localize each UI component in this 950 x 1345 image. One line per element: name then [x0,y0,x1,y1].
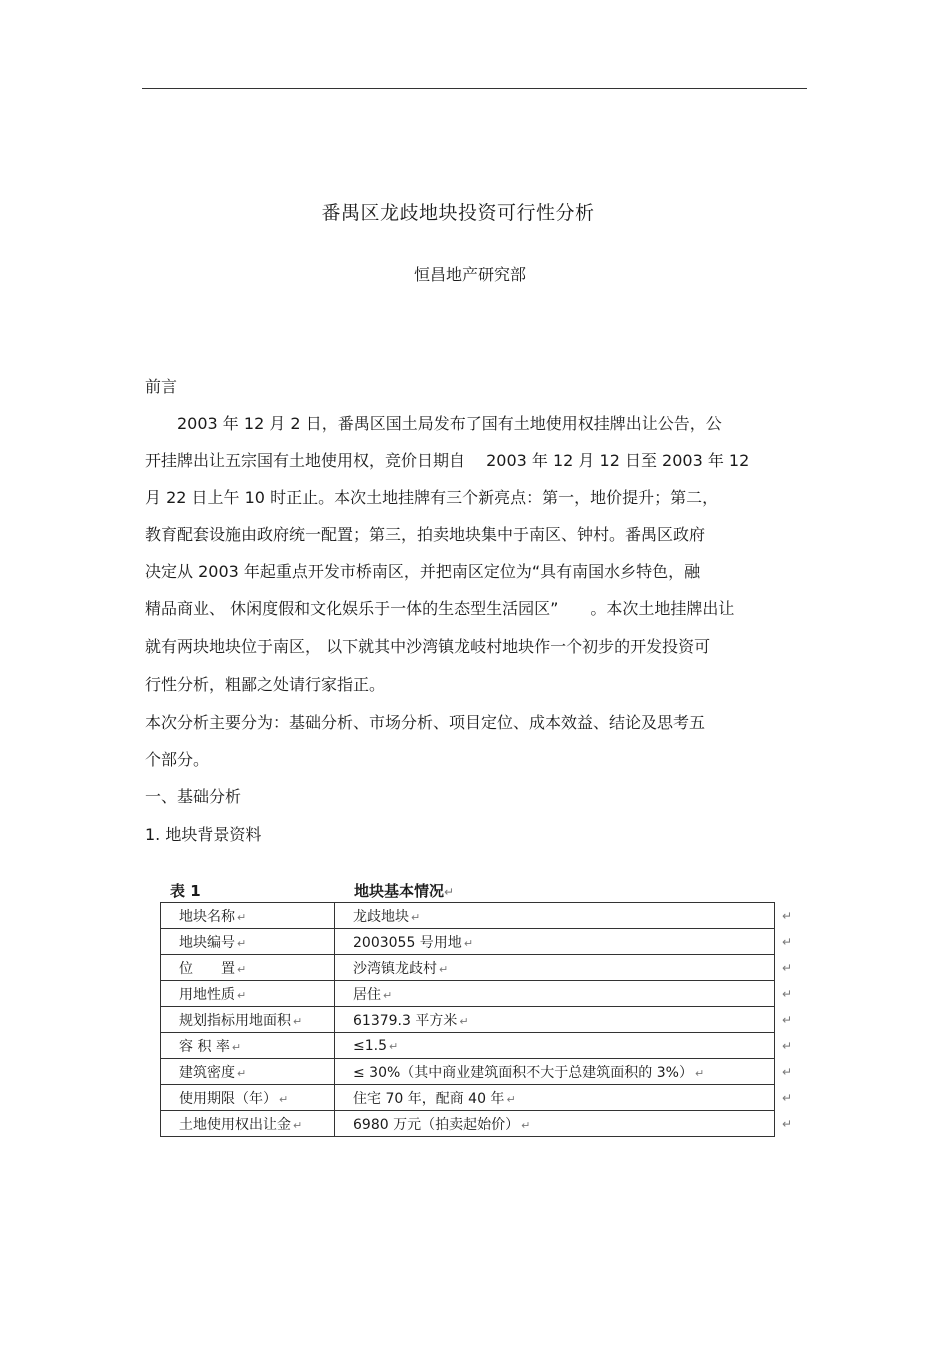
table-row [161,1111,775,1137]
row-end-mark-icon: ↵ [781,1013,792,1027]
table-key-cell [161,981,335,1007]
info-table [160,902,792,1137]
table-value-cell [335,1033,792,1059]
table-row [161,955,775,981]
table-value-cell [335,981,792,1007]
table-value-cell [335,929,792,955]
table-key-cell [161,1033,335,1059]
return-mark-icon: ↵ [411,910,421,924]
body-line: 个部分。 [145,750,210,769]
return-mark-icon: ↵ [521,1118,531,1132]
table-value: 2003055 号用地 [353,934,462,951]
return-mark-icon: ↵ [694,1066,705,1080]
table-value-cell [335,955,792,981]
return-mark-icon: ↵ [237,910,247,924]
row-end-mark-icon: ↵ [781,1091,792,1105]
body-line: 月 22 日上午 10 时正止。本次土地挂牌有三个新亮点：第一，地价提升；第二， [145,488,719,507]
table-value: ≤1.5 [353,1037,387,1054]
body-line: 本次分析主要分为：基础分析、市场分析、项目定位、成本效益、结论及思考五 [145,713,706,732]
table-value-cell [335,1111,792,1137]
header-rule [142,88,807,89]
table-value: 沙湾镇龙歧村 [353,960,437,977]
table-key-cell [161,1085,335,1111]
row-end-mark-icon: ↵ [781,1065,792,1079]
return-mark-icon: ↵ [237,936,247,950]
table-key-cell [161,1059,335,1085]
table-row [161,1033,775,1059]
table-row [161,1085,775,1111]
return-mark-icon: ↵ [279,1092,289,1106]
document-author: 恒昌地产研究部 [413,265,526,284]
body-line: 2003 年 12 月 2 日，番禺区国土局发布了国有土地使用权挂牌出让公告，公 [145,414,722,433]
table-key-cell [161,903,335,929]
table-value: ≤ 30%（其中商业建筑面积不大于总建筑面积的 3%） [353,1064,693,1081]
body-line: 开挂牌出让五宗国有土地使用权，竞价日期自 2003 年 12 月 12 日至 2003 年 12 [145,451,750,470]
table-key: 地块名称 [179,908,235,925]
body-line: 就有两块地块位于南区， 以下就其中沙湾镇龙岐村地块作一个初步的开发投资可 [145,637,711,656]
body-line: 教育配套设施由政府统一配置；第三，拍卖地块集中于南区、钟村。番禺区政府 [145,525,706,544]
table-key: 地块编号 [179,934,235,951]
table-key: 使用期限（年） [179,1090,277,1107]
body-line: 决定从 2003 年起重点开发市桥南区，并把南区定位为“具有南国水乡特色，融 [145,562,701,581]
table-key: 建筑密度 [179,1064,235,1081]
return-mark-icon: ↵ [237,988,247,1002]
table-number: 表 1 [170,882,201,900]
body-line: 前言 [145,377,178,396]
table-value: 6980 万元（拍卖起始价） [353,1116,520,1133]
table-row [161,1059,775,1085]
row-end-mark-icon: ↵ [781,961,792,975]
table-title [354,880,454,901]
table-value-cell [335,1059,792,1085]
document-title: 番禺区龙歧地块投资可行性分析 [321,202,595,224]
return-mark-icon: ↵ [439,962,449,976]
subsection-heading: 1. 地块背景资料 [145,825,262,844]
return-mark-icon: ↵ [463,936,474,950]
return-mark-icon: ↵ [444,885,455,899]
table-row [161,981,775,1007]
table-value: 龙歧地块 [353,908,409,925]
table-title-text: 地块基本情况 [354,882,445,900]
return-mark-icon: ↵ [231,1040,242,1054]
table-key: 土地使用权出让金 [179,1116,291,1133]
return-mark-icon: ↵ [293,1118,303,1132]
table-key: 位 置 [179,960,235,977]
return-mark-icon: ↵ [237,1066,247,1080]
table-key: 容 积 率 [179,1038,230,1055]
table-key-cell [161,929,335,955]
table-key: 规划指标用地面积 [179,1012,291,1029]
return-mark-icon: ↵ [237,962,247,976]
table-value-cell [335,1085,792,1111]
body-line: 行性分析，粗鄙之处请行家指正。 [145,675,386,694]
row-end-mark-icon: ↵ [781,935,792,949]
table-key: 用地性质 [179,986,235,1003]
table-caption [160,880,790,902]
body-line: 精品商业、 休闲度假和文化娱乐于一体的生态型生活园区” 。本次土地挂牌出让 [145,599,735,618]
return-mark-icon: ↵ [383,988,393,1002]
return-mark-icon: ↵ [506,1092,516,1106]
row-end-mark-icon: ↵ [781,1117,792,1131]
table-value: 住宅 70 年，配商 40 年 [353,1090,505,1107]
section-heading: 一、基础分析 [145,787,242,806]
table-key-cell [161,1111,335,1137]
table-row [161,903,775,929]
table-row [161,1007,775,1033]
row-end-mark-icon: ↵ [781,987,792,1001]
land-info-table [160,880,790,1137]
row-end-mark-icon: ↵ [781,1039,792,1053]
table-key-cell [161,1007,335,1033]
table-value-cell [335,903,792,929]
return-mark-icon: ↵ [459,1014,469,1028]
return-mark-icon: ↵ [293,1014,303,1028]
table-value-cell [335,1007,792,1033]
table-value: 居住 [353,986,381,1003]
return-mark-icon: ↵ [389,1039,399,1053]
row-end-mark-icon: ↵ [781,909,792,923]
table-value: 61379.3 平方米 [353,1012,458,1029]
table-row [161,929,775,955]
table-key-cell [161,955,335,981]
